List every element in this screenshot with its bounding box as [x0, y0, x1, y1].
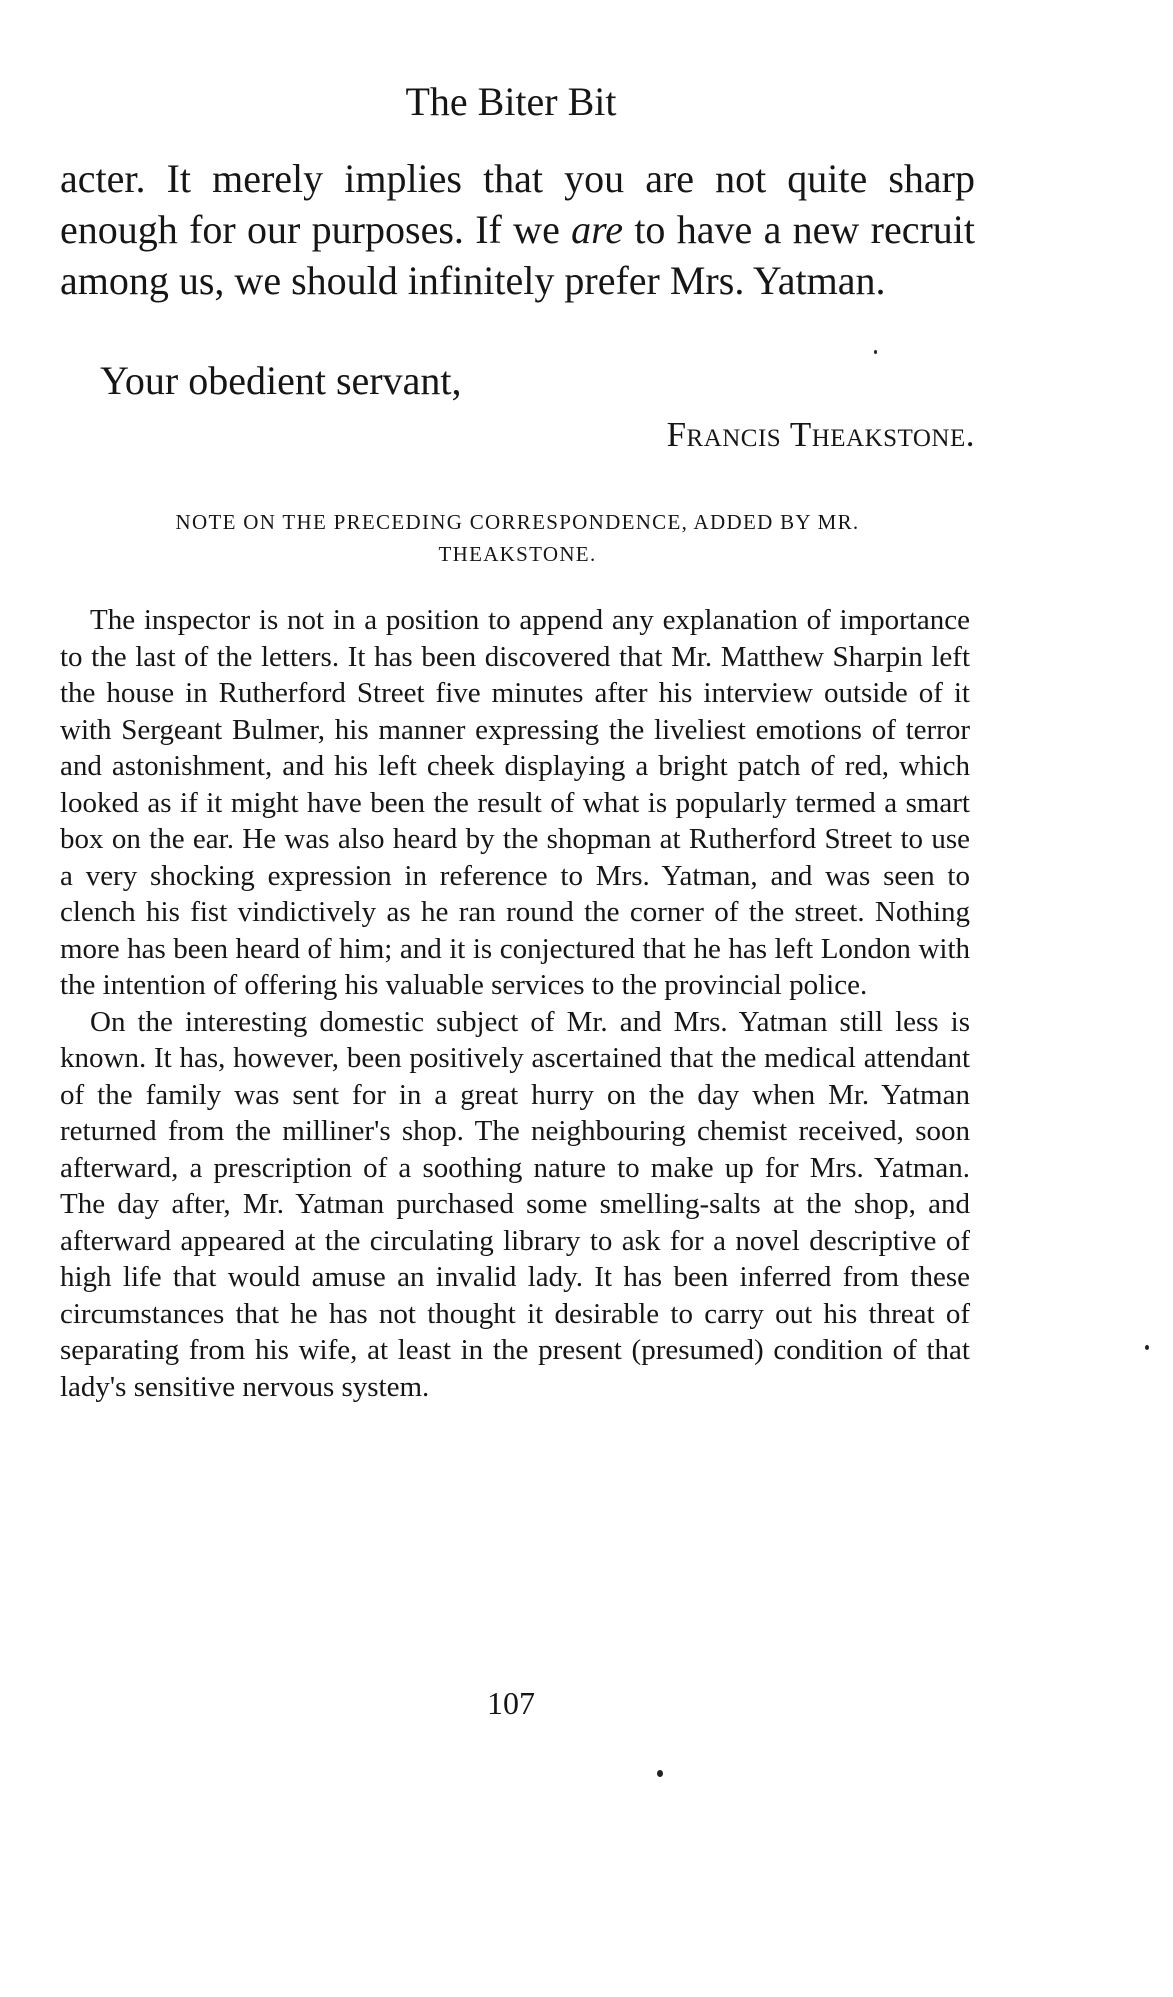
scan-speck: [1145, 1345, 1149, 1350]
letter-emphasis: are: [571, 207, 623, 252]
page-number: 107: [487, 1685, 535, 1721]
letter-text-end: to have a new recruit among us, we should infinitely prefer Mrs. Yatman.: [60, 207, 976, 303]
note-heading: [60, 506, 975, 570]
letter-body: [60, 153, 975, 306]
scan-speck: [657, 1770, 663, 1777]
note-heading-line-1: NOTE ON THE PRECEDING CORRESPONDENCE, ADDED BY MR.: [175, 510, 860, 534]
letter-text-start: acter. It merely implies that you are not quite sharp enough for our purposes. If we: [60, 156, 975, 252]
letter-closing: Your obedient servant,: [100, 358, 462, 403]
note-paragraph-1: The inspector is not in a position to append any explanation of importance to the last of the letters. It has been discovered that Mr. Matthew Sharpin left the house in Rutherford Street five minutes after his interview outside of it with Sergeant Bulmer, his manner expressing the liveliest emotions of terror and astonishment, and his left cheek displaying a bright patch of red, which looked as if it might have been the result of what is popularly termed a smart box on the ear. He was also heard by the shopman at Rutherford Street to use a very shocking expression in reference to Mrs. Yatman, and was seen to clench his fist vindictively as he ran round the corner of the street. Nothing more has been heard of him; and it is conjectured that he has left London with the intention of offering his valuable services to the provincial police.: [60, 604, 970, 1001]
note-body: [60, 602, 970, 1405]
note-paragraph-2: On the interesting domestic subject of Mr. and Mrs. Yatman still less is known. It has, however, been positively ascertained that the medical attendant of the family was sent for in a great hurry on the day when Mr. Yatman returned from the milliner's shop. The neighbouring chemist received, soon afterward, a prescription of a soothing nature to make up for Mrs. Yatman. The day after, Mr. Yatman purchased some smelling-salts at the shop, and afterward appeared at the circulating library to ask for a novel descriptive of high life that would amuse an invalid lady. It has been inferred from these circumstances that he has not thought it desirable to carry out his threat of separating from his wife, at least in the present (presumed) condition of that lady's sensitive nervous system.: [60, 1005, 970, 1403]
running-head: The Biter Bit: [405, 79, 617, 124]
letter-paragraph: [60, 153, 975, 306]
note-heading-line-2: THEAKSTONE.: [438, 542, 597, 566]
letter-signature: Francis Theakstone.: [666, 415, 975, 454]
scan-speck: [874, 350, 877, 354]
